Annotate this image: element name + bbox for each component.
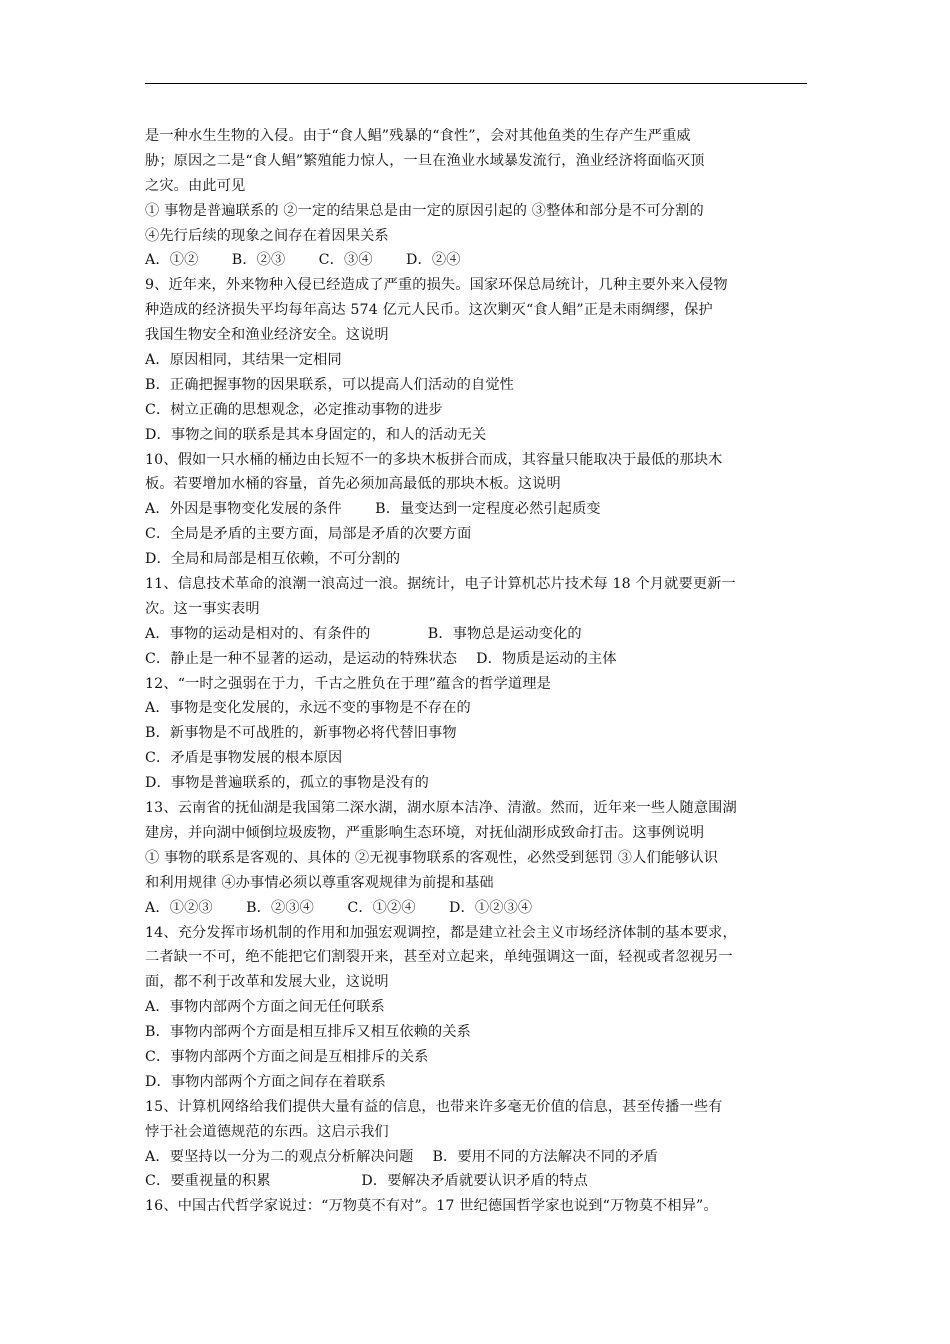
text-line: A．原因相同，其结果一定相同	[145, 352, 342, 369]
text-line: C．全局是矛盾的主要方面，局部是矛盾的次要方面	[145, 526, 472, 543]
text-line: C．事物内部两个方面之间是互相排斥的关系	[145, 1048, 429, 1065]
text-line: 10、假如一只水桶的桶边由长短不一的多块木板拼合而成，其容量只能取决于最低的那块木	[145, 451, 723, 468]
text-line: ① 事物的联系是客观的、具体的 ②无视事物联系的客观性，必然受到惩罚 ③人们能够认识	[145, 849, 719, 866]
text-line: A．事物的运动是相对的、有条件的 B．事物总是运动变化的	[145, 625, 582, 642]
text-line: 板。若要增加水桶的容量，首先必须加高最低的那块木板。这说明	[145, 476, 561, 493]
text-line: B．正确把握事物的因果联系，可以提高人们活动的自觉性	[145, 376, 515, 393]
text-line: 胁；原因之二是“食人鲳”繁殖能力惊人，一旦在渔业水域暴发流行，渔业经济将面临灭顶	[145, 152, 705, 169]
text-line: 种造成的经济损失平均每年高达 574 亿元人民币。这次剿灭“食人鲳”正是未雨绸缪，保护	[145, 302, 713, 319]
text-line: 和利用规律 ④办事情必须以尊重客观规律为前提和基础	[145, 874, 494, 891]
text-line: C．静止是一种不显著的运动，是运动的特殊状态 D．物质是运动的主体	[145, 650, 617, 667]
text-line: A．①②③ B．②③④ C．①②④ D．①②③④	[145, 899, 533, 916]
text-line: 我国生物安全和渔业经济安全。这说明	[145, 327, 389, 344]
text-line: C．树立正确的思想观念，必定推动事物的进步	[145, 401, 443, 418]
text-line: ④先行后续的现象之间存在着因果关系	[145, 227, 389, 244]
text-line: C．矛盾是事物发展的根本原因	[145, 750, 343, 767]
text-line: A．事物是变化发展的，永远不变的事物是不存在的	[145, 700, 471, 717]
text-line: 面，都不利于改革和发展大业，这说明	[145, 974, 389, 991]
text-line: 11、信息技术革命的浪潮一浪高过一浪。据统计，电子计算机芯片技术每 18 个月就要更新一	[145, 576, 736, 593]
text-line: 悖于社会道德规范的东西。这启示我们	[145, 1123, 389, 1140]
header-rule	[145, 83, 807, 84]
text-line: B．事物内部两个方面是相互排斥又相互依赖的关系	[145, 1024, 472, 1041]
text-line: C．要重视量的积累 D．要解决矛盾就要认识矛盾的特点	[145, 1173, 588, 1190]
text-line: ① 事物是普遍联系的 ②一定的结果总是由一定的原因引起的 ③整体和部分是不可分割的	[145, 202, 704, 219]
text-line: 16、中国古代哲学家说过：“万物莫不有对”。17 世纪德国哲学家也说到“万物莫不相异”。	[145, 1198, 718, 1215]
text-line: D．事物之间的联系是其本身固定的，和人的活动无关	[145, 426, 487, 443]
text-line: D．事物是普遍联系的，孤立的事物是没有的	[145, 775, 429, 792]
text-line: A．①② B．②③ C．③④ D．②④	[145, 252, 461, 269]
text-line: 13、云南省的抚仙湖是我国第二深水湖，湖水原本洁净、清澈。然而，近年来一些人随意围湖	[145, 800, 737, 817]
text-line: 之灾。由此可见	[145, 177, 246, 194]
text-line: 15、计算机网络给我们提供大量有益的信息，也带来许多毫无价值的信息，甚至传播一些有	[145, 1098, 723, 1115]
text-line: A．外因是事物变化发展的条件 B．量变达到一定程度必然引起质变	[145, 501, 601, 518]
document-body	[145, 124, 813, 1219]
text-line: 12、“一时之强弱在于力，千古之胜负在于理”蕴含的哲学道理是	[145, 675, 551, 692]
text-line: A．事物内部两个方面之间无任何联系	[145, 999, 385, 1016]
text-line: 建房，并向湖中倾倒垃圾废物，严重影响生态环境，对抚仙湖形成致命打击。这事例说明	[145, 824, 705, 841]
text-line: 是一种水生生物的入侵。由于“食人鲳”残暴的“食性”，会对其他鱼类的生存产生严重威	[145, 128, 691, 144]
text-line: D．事物内部两个方面之间存在着联系	[145, 1073, 386, 1090]
text-line: A．要坚持以一分为二的观点分析解决问题 B．要用不同的方法解决不同的矛盾	[145, 1148, 659, 1165]
text-line: 次。这一事实表明	[145, 600, 260, 617]
text-line: B．新事物是不可战胜的，新事物必将代替旧事物	[145, 725, 457, 742]
text-line: 14、充分发挥市场机制的作用和加强宏观调控，都是建立社会主义市场经济体制的基本要求，	[145, 924, 737, 941]
text-line: 9、近年来，外来物种入侵已经造成了严重的损失。国家环保总局统计，几种主要外来入侵物	[145, 277, 728, 294]
text-line: 二者缺一不可，绝不能把它们割裂开来，甚至对立起来，单纯强调这一面，轻视或者忽视另一	[145, 949, 733, 966]
text-line: D．全局和局部是相互依赖，不可分割的	[145, 551, 401, 568]
